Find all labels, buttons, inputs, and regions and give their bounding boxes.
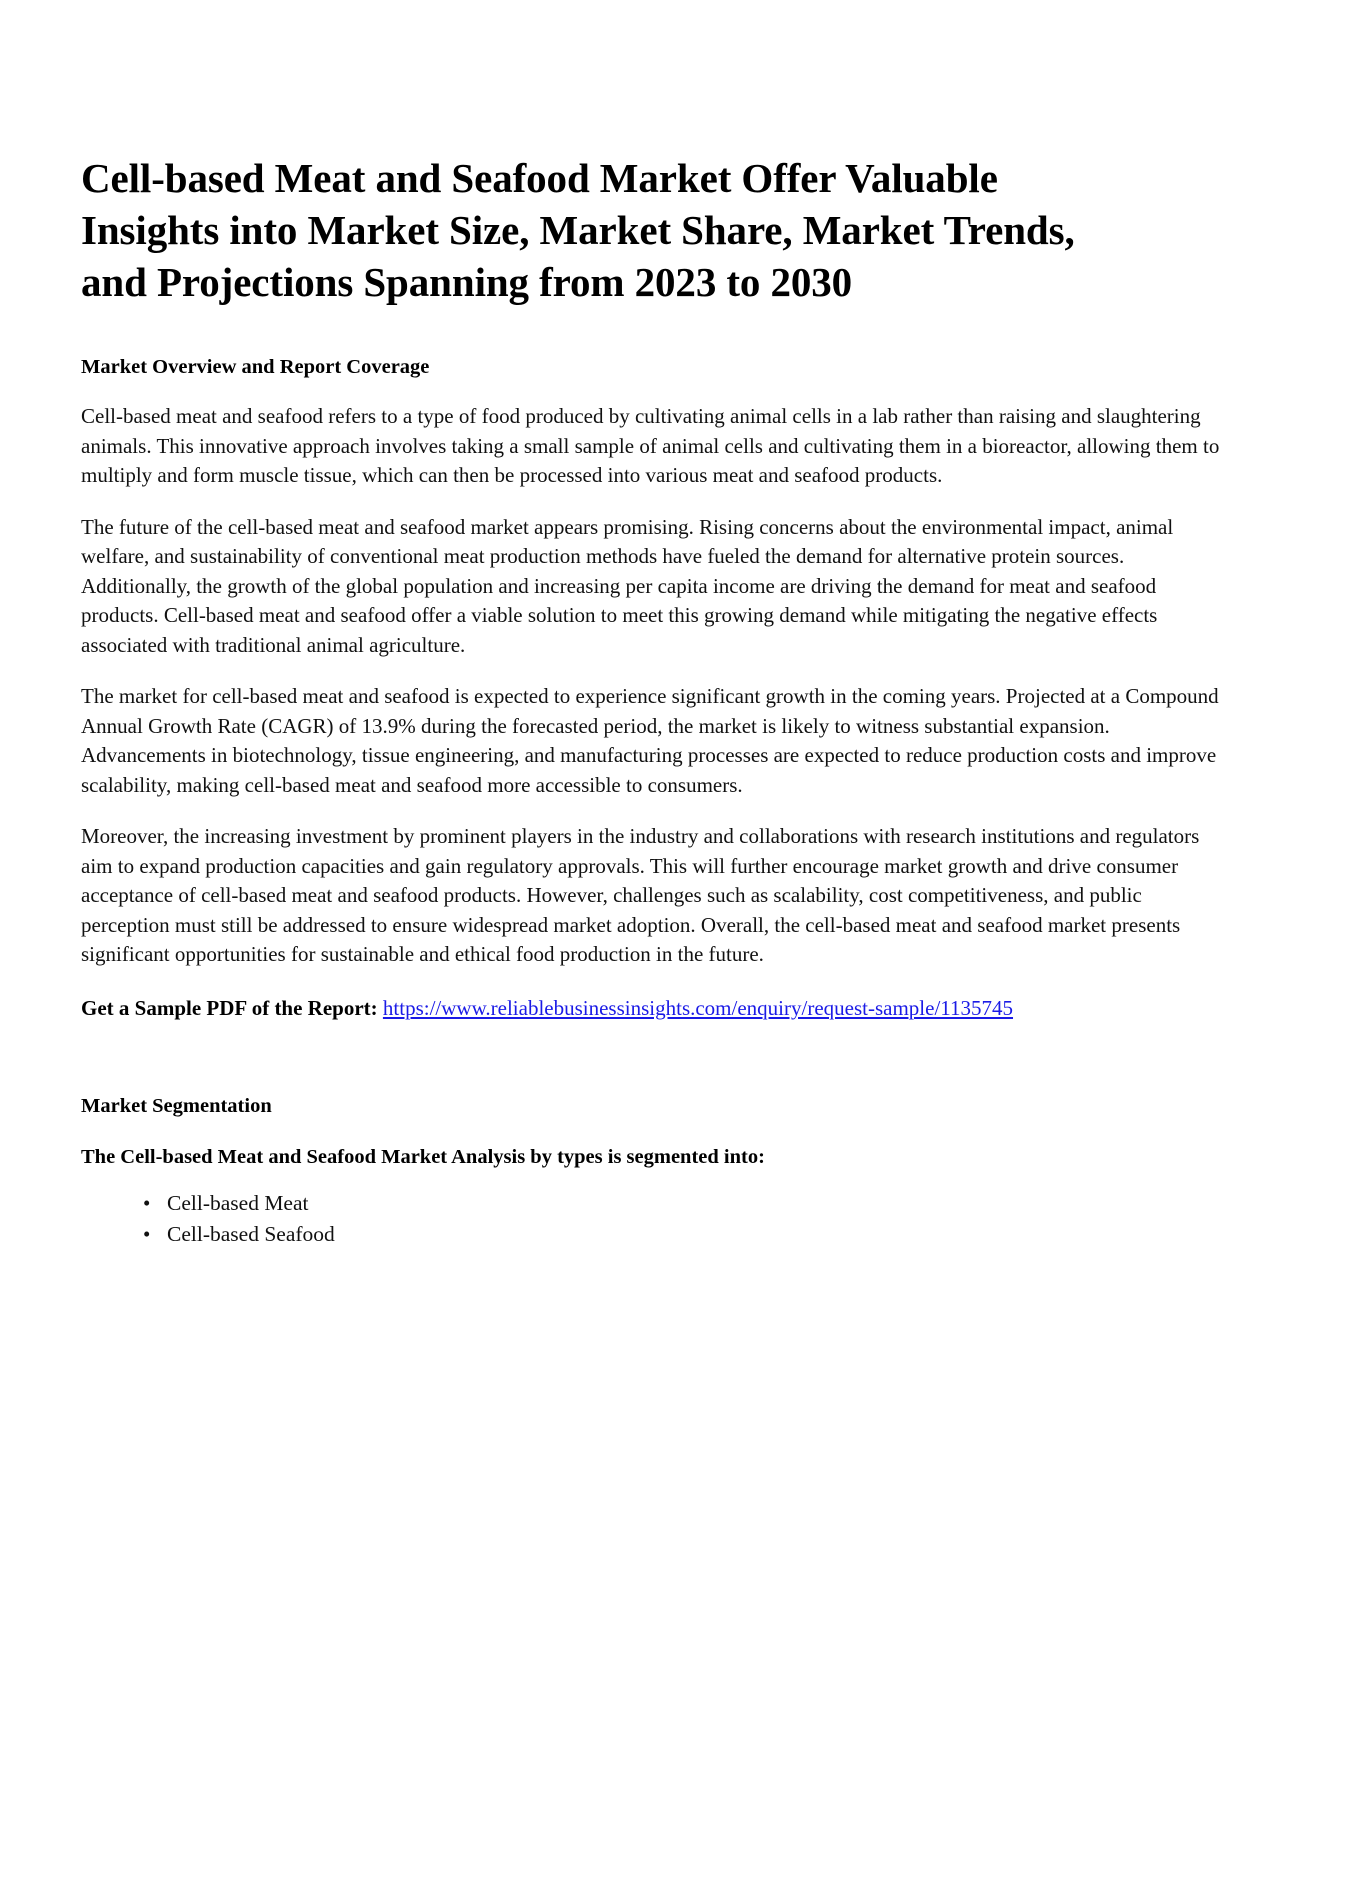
sample-pdf-label: Get a Sample PDF of the Report: bbox=[81, 995, 378, 1020]
list-item bbox=[143, 1188, 1236, 1219]
spacer-before-link bbox=[81, 970, 1236, 994]
bullet-icon: • bbox=[143, 1222, 151, 1246]
paragraph-market-future: The future of the cell-based meat and seafood market appears promising. Rising concerns about the environmental impact, animal welfare, and sustainability of conventional meat production methods have fueled the demand for alternative protein sources. Additionally, the growth of the global population and increasing per capita income are driving the demand for meat and seafood products. Cell-based meat and seafood offer a viable solution to meet this growing demand while mitigating the negative effects associated with traditional animal agriculture. bbox=[81, 514, 1174, 657]
spacer-para-3 bbox=[81, 800, 1236, 822]
types-list bbox=[81, 1188, 1236, 1250]
spacer-after-overview-heading bbox=[81, 381, 1236, 402]
spacer-before-segmentation bbox=[81, 1023, 1236, 1093]
sample-pdf-block bbox=[81, 994, 1233, 1024]
paragraph-investment-challenges: Moreover, the increasing investment by prominent players in the industry and collaborations with research institutions and regulators aim to expand production capacities and gain regulatory approvals. This will further encourage market growth and drive consumer acceptance of cell-based meat and seafood products. However, challenges such as scalability, cost competitiveness, and public perception must still be addressed to ensure widespread market adoption. Overall, the cell-based meat and seafood market presents significant opportunities for sustainable and ethical food production in the future. bbox=[81, 824, 1200, 966]
bullet-icon: • bbox=[143, 1191, 151, 1215]
heading-types-intro: The Cell-based Meat and Seafood Market Analysis by types is segmented into: bbox=[81, 1146, 765, 1168]
paragraph-overview-definition: Cell-based meat and seafood refers to a type of food produced by cultivating animal cells in a lab rather than raising and slaughtering animals. This innovative approach involves taking a small sample of animal cells and cultivating them in a bioreactor, allowing them to multiply and form muscle tissue, which can then be processed into various meat and seafood products. bbox=[81, 404, 1220, 487]
list-item-label: Cell-based Meat bbox=[167, 1191, 309, 1215]
spacer-before-types-list bbox=[81, 1171, 1236, 1188]
spacer-after-segmentation-heading bbox=[81, 1120, 1236, 1144]
list-item bbox=[143, 1219, 1236, 1250]
heading-market-segmentation: Market Segmentation bbox=[81, 1095, 272, 1117]
list-item-label: Cell-based Seafood bbox=[167, 1222, 335, 1246]
heading-market-overview: Market Overview and Report Coverage bbox=[81, 356, 430, 378]
paragraph-market-growth-cagr: The market for cell-based meat and seafood is expected to experience significant growth in the coming years. Projected at a Compound Annual Growth Rate (CAGR) of 13.9% during the forecasted period, the market is likely to witness substantial expansion. Advancements in biotechnology, tissue engineering, and manufacturing processes are expected to reduce production costs and improve scalability, making cell-based meat and seafood more accessible to consumers. bbox=[81, 684, 1219, 797]
spacer-para-1 bbox=[81, 491, 1236, 513]
document-content bbox=[81, 152, 1236, 1250]
page-title: Cell-based Meat and Seafood Market Offer Valuable Insights into Market Size, Market Share, Market Trends, and Projections Spanning from 2023 to 2030 bbox=[81, 155, 1075, 305]
spacer-after-title bbox=[81, 308, 1236, 354]
sample-pdf-link[interactable]: https://www.reliablebusinessinsights.com/enquiry/request-sample/1135745 bbox=[382, 995, 1014, 1020]
spacer-para-2 bbox=[81, 660, 1236, 682]
